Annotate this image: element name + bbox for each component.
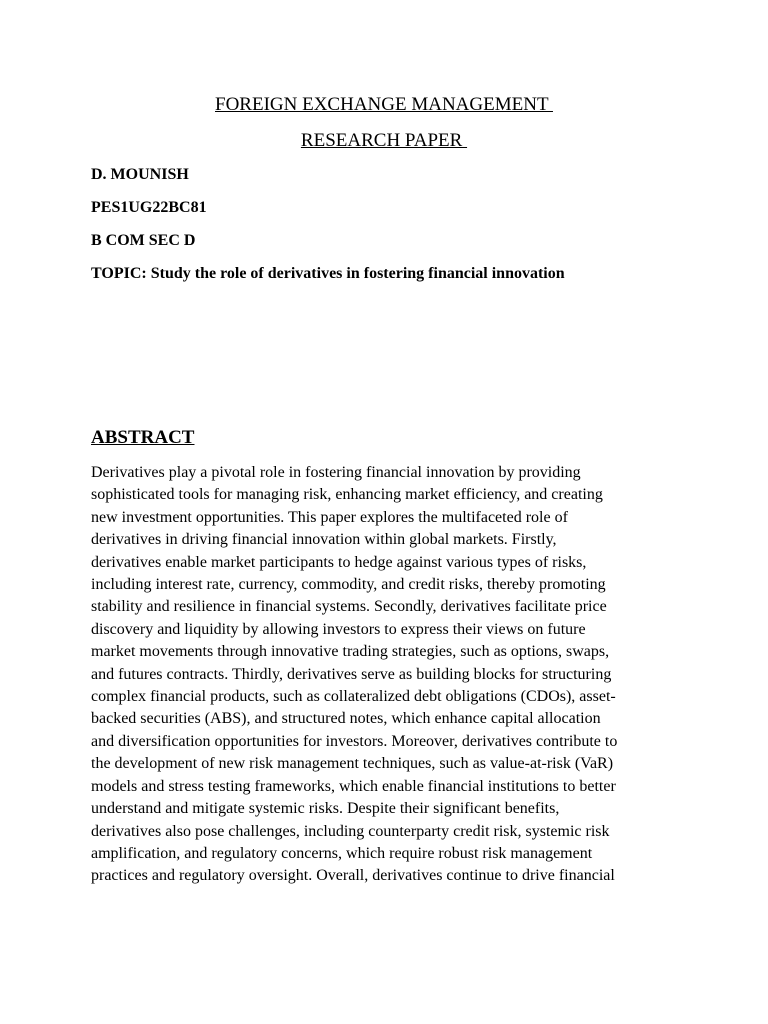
abstract-line: backed securities (ABS), and structured notes, which enhance capital allocation <box>91 710 601 728</box>
abstract-line: sophisticated tools for managing risk, enhancing market efficiency, and creating <box>91 486 603 504</box>
abstract-line: understand and mitigate systemic risks. Despite their significant benefits, <box>91 800 560 818</box>
abstract-line: practices and regulatory oversight. Overall, derivatives continue to drive financial <box>91 867 615 885</box>
abstract-line: complex financial products, such as collateralized debt obligations (CDOs), asset- <box>91 688 616 706</box>
abstract-line: new investment opportunities. This paper explores the multifaceted role of <box>91 508 568 526</box>
abstract-line: Derivatives play a pivotal role in fostering financial innovation by providing <box>91 464 581 481</box>
author-name: D. MOUNISH <box>91 166 189 183</box>
document-title: FOREIGN EXCHANGE MANAGEMENT <box>215 94 553 115</box>
abstract-line: the development of new risk management techniques, such as value-at-risk (VaR) <box>91 755 614 773</box>
abstract-line: derivatives in driving financial innovation within global markets. Firstly, <box>91 531 557 549</box>
abstract-body <box>91 462 681 888</box>
abstract-line: models and stress testing frameworks, which enable financial institutions to better <box>91 777 616 795</box>
abstract-line: and diversification opportunities for investors. Moreover, derivatives contribute to <box>91 732 618 750</box>
abstract-line: derivatives also pose challenges, including counterparty credit risk, systemic risk <box>91 822 610 840</box>
abstract-heading: ABSTRACT <box>91 427 195 448</box>
abstract-line: discovery and liquidity by allowing investors to express their views on future <box>91 620 586 638</box>
abstract-line: derivatives enable market participants to hedge against various types of risks, <box>91 553 587 571</box>
document-subtitle: RESEARCH PAPER <box>300 130 468 151</box>
author-id: PES1UG22BC81 <box>91 199 207 216</box>
research-topic: TOPIC: Study the role of derivatives in fostering financial innovation <box>91 265 565 282</box>
abstract-line: amplification, and regulatory concerns, which require robust risk management <box>91 844 593 862</box>
abstract-line: and futures contracts. Thirdly, derivatives serve as building blocks for structuring <box>91 665 612 683</box>
author-class: B COM SEC D <box>91 232 196 249</box>
abstract-line: stability and resilience in financial systems. Secondly, derivatives facilitate price <box>91 598 607 616</box>
abstract-line: including interest rate, currency, commodity, and credit risks, thereby promoting <box>91 576 606 594</box>
abstract-line: market movements through innovative trading strategies, such as options, swaps, <box>91 643 610 661</box>
